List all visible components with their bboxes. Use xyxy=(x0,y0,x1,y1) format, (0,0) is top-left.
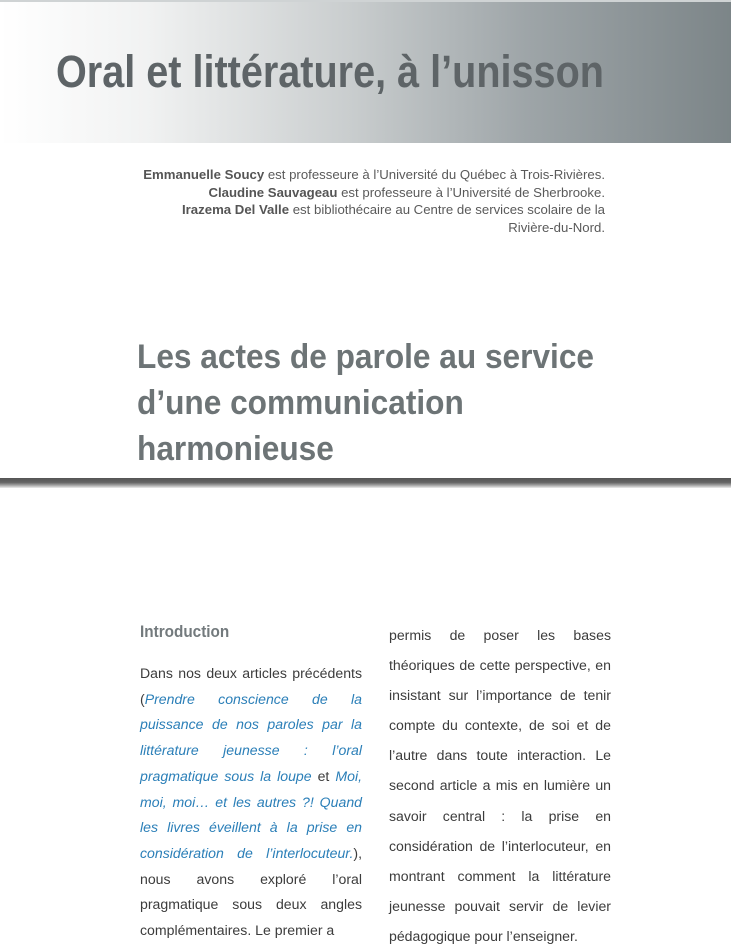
author-role: est bibliothécaire au Centre de services scolaire de la Rivière-du-Nord. xyxy=(289,202,605,235)
author-credit xyxy=(135,166,605,184)
author-role: est professeure à l’Université de Sherbrooke. xyxy=(337,184,605,200)
article-reference-link[interactable]: Moi, moi, moi… et les autres ?! Quand les livres éveillent à la prise en considération de l’interlocuteur. xyxy=(140,767,362,861)
series-title: Oral et littérature, à l’unisson xyxy=(56,46,604,97)
article-reference-link[interactable]: Prendre conscience de la puissance de nos paroles par la littérature jeunesse : l’oral pragmatique sous la loupe xyxy=(140,690,362,784)
article-title: Les actes de parole au service d’une communication harmonieuse xyxy=(137,338,594,468)
continuation-paragraph: permis de poser les bases théoriques de cette perspective, en insistant sur l’importance de tenir compte du contexte, de soi et de l’autre dans toute interaction. Le second article a mis en lumière un savoir central : la prise en considération de l’interlocuteur, en montrant comment la littérature jeunesse pouvait servir de levier pédagogique pour l’enseigner. xyxy=(389,627,611,944)
intro-paragraph xyxy=(140,661,362,944)
author-name: Claudine Sauvageau xyxy=(208,184,338,200)
text-column-right xyxy=(389,620,611,951)
paragraph-text: Dans nos deux articles précédents ( xyxy=(140,665,362,707)
paragraph-text: et xyxy=(311,767,336,784)
author-credits xyxy=(135,166,605,236)
header-banner xyxy=(0,0,731,143)
section-divider xyxy=(0,478,731,488)
text-column-left xyxy=(140,618,362,944)
paragraph-text: ), nous avons exploré l’oral pragmatique sous deux angles complémentaires. Le premier a xyxy=(140,844,362,939)
author-role: est professeure à l’Université du Québec à Trois-Rivières. xyxy=(264,167,605,182)
author-credit xyxy=(135,184,605,202)
section-heading: Introduction xyxy=(140,622,230,641)
author-name: Emmanuelle Soucy xyxy=(143,167,265,182)
author-name: Irazema Del Valle xyxy=(182,202,290,217)
author-credit xyxy=(135,201,605,236)
